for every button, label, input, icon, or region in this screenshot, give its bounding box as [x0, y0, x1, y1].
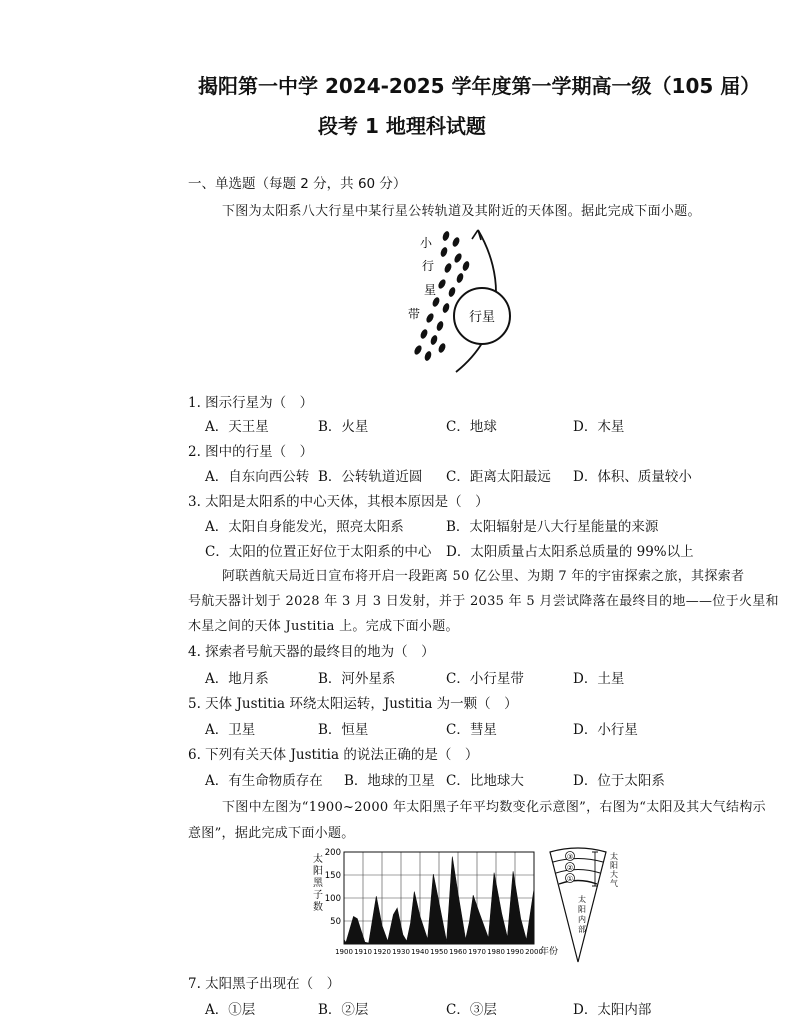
- question-5-option-c[interactable]: C．彗星: [446, 722, 497, 738]
- exam-subtitle: 段考 1 地理科试题: [318, 114, 486, 138]
- question-3-stem: 3. 太阳是太阳系的中心天体，其根本原因是（ ）: [188, 494, 489, 510]
- belt-char-1: 小: [419, 236, 433, 250]
- x-axis-ticks: [335, 948, 543, 956]
- question-7-option-b[interactable]: B．②层: [318, 1002, 369, 1018]
- y-label-char: 数: [313, 902, 323, 913]
- intro-paragraph-2-line-1: 阿联酋航天局近日宣布将开启一段距离 50 亿公里、为期 7 年的宇宙探索之旅，其探索者: [222, 569, 745, 584]
- question-2-option-a[interactable]: A．自东向西公转: [205, 469, 310, 485]
- x-tick-label: 1940: [411, 948, 429, 956]
- y-label-char: 阳: [313, 866, 323, 877]
- question-2-option-c[interactable]: C．距离太阳最远: [446, 469, 551, 485]
- y-label-char: 黑: [313, 878, 323, 889]
- question-2-option-b[interactable]: B．公转轨道近圆: [318, 469, 423, 485]
- y-tick-label: 150: [324, 871, 341, 881]
- question-7-option-c[interactable]: C．③层: [446, 1002, 497, 1018]
- layer-2-label: ②: [566, 864, 574, 872]
- question-4-option-d[interactable]: D．土星: [573, 671, 625, 687]
- x-tick-label: 1970: [468, 948, 486, 956]
- question-3-option-a[interactable]: A．太阳自身能发光，照亮太阳系: [205, 519, 404, 535]
- question-5-option-b[interactable]: B．恒星: [318, 722, 369, 738]
- y-tick-label: 50: [330, 917, 341, 927]
- question-7-stem: 7. 太阳黑子出现在（ ）: [188, 976, 341, 992]
- intro-paragraph-3-line-2: 意图”，据此完成下面小题。: [188, 826, 355, 841]
- x-tick-label: 2000: [525, 948, 543, 956]
- question-1-stem: 1. 图示行星为（ ）: [188, 395, 314, 411]
- y-label-char: 子: [313, 890, 323, 901]
- x-tick-label: 1930: [392, 948, 410, 956]
- question-6-stem: 6. 下列有关天体 Justitia 的说法正确的是（ ）: [188, 747, 479, 763]
- exam-title: 揭阳第一中学 2024-2025 学年度第一学期高一级（105 届）: [198, 74, 761, 98]
- x-tick-label: 1960: [449, 948, 467, 956]
- y-axis-ticks: [325, 848, 341, 927]
- x-tick-label: 1980: [487, 948, 505, 956]
- layer-1-label: ①: [566, 875, 574, 883]
- question-3-option-d[interactable]: D．太阳质量占太阳系总质量的 99%以上: [446, 544, 694, 560]
- question-6-option-d[interactable]: D．位于太阳系: [573, 773, 665, 789]
- question-5-option-d[interactable]: D．小行星: [573, 722, 638, 738]
- orbit-figure: [396, 222, 516, 384]
- planet-label: 行星: [468, 310, 496, 325]
- question-4-option-b[interactable]: B．河外星系: [318, 671, 396, 687]
- question-1-option-d[interactable]: D．木星: [573, 419, 625, 435]
- x-tick-label: 1900: [335, 948, 353, 956]
- question-1-option-c[interactable]: C．地球: [446, 419, 497, 435]
- question-3-option-b[interactable]: B．太阳辐射是八大行星能量的来源: [446, 519, 659, 535]
- intro-paragraph-2-line-2: 号航天器计划于 2028 年 3 月 3 日发射，并于 2035 年 5 月尝试降落在最终目的地——位于火星和: [188, 594, 779, 609]
- y-tick-label: 100: [324, 894, 341, 904]
- x-tick-label: 1920: [373, 948, 391, 956]
- x-tick-label: 1950: [430, 948, 448, 956]
- question-6-option-b[interactable]: B．地球的卫星: [344, 773, 435, 789]
- intro-paragraph-1: 下图为太阳系八大行星中某行星公转轨道及其附近的天体图。据此完成下面小题。: [222, 204, 701, 219]
- question-6-option-c[interactable]: C．比地球大: [446, 773, 524, 789]
- y-tick-label: 200: [324, 848, 341, 858]
- sun-structure-diagram: [548, 846, 620, 964]
- question-3-option-c[interactable]: C．太阳的位置正好位于太阳系的中心: [205, 544, 432, 560]
- x-tick-label: 1910: [354, 948, 372, 956]
- question-5-option-a[interactable]: A．卫星: [205, 722, 256, 738]
- y-label-char: 太: [313, 854, 323, 865]
- question-4-option-c[interactable]: C．小行星带: [446, 671, 524, 687]
- question-7-option-d[interactable]: D．太阳内部: [573, 1002, 652, 1018]
- intro-paragraph-3-line-1: 下图中左图为“1900~2000 年太阳黑子年平均数变化示意图”，右图为“太阳及其大气结构示: [222, 800, 766, 815]
- y-axis-label: [313, 852, 324, 913]
- belt-char-4: 带: [407, 307, 421, 321]
- belt-char-3: 星: [423, 283, 437, 297]
- question-5-stem: 5. 天体 Justitia 环绕太阳运转，Justitia 为一颗（ ）: [188, 696, 518, 712]
- interior-label: 太阳内部: [578, 895, 586, 934]
- question-2-option-d[interactable]: D．体积、质量较小: [573, 469, 692, 485]
- atmosphere-label: 太阳大气: [610, 852, 618, 888]
- question-1-option-a[interactable]: A．天王星: [205, 419, 269, 435]
- x-axis-label: 年份: [540, 947, 559, 957]
- question-7-option-a[interactable]: A．①层: [205, 1002, 256, 1018]
- belt-char-2: 行: [421, 259, 435, 273]
- question-6-option-a[interactable]: A．有生命物质存在: [205, 773, 323, 789]
- section-heading: 一、单选题（每题 2 分，共 60 分）: [188, 176, 407, 192]
- question-4-option-a[interactable]: A．地月系: [205, 671, 269, 687]
- question-2-stem: 2. 图中的行星（ ）: [188, 444, 314, 460]
- intro-paragraph-2-line-3: 木星之间的天体 Justitia 上。完成下面小题。: [188, 619, 459, 634]
- sunspot-chart: [306, 846, 559, 964]
- x-tick-label: 1990: [506, 948, 524, 956]
- question-1-option-b[interactable]: B．火星: [318, 419, 369, 435]
- question-4-stem: 4. 探索者号航天器的最终目的地为（ ）: [188, 644, 435, 660]
- layer-3-label: ③: [566, 853, 574, 861]
